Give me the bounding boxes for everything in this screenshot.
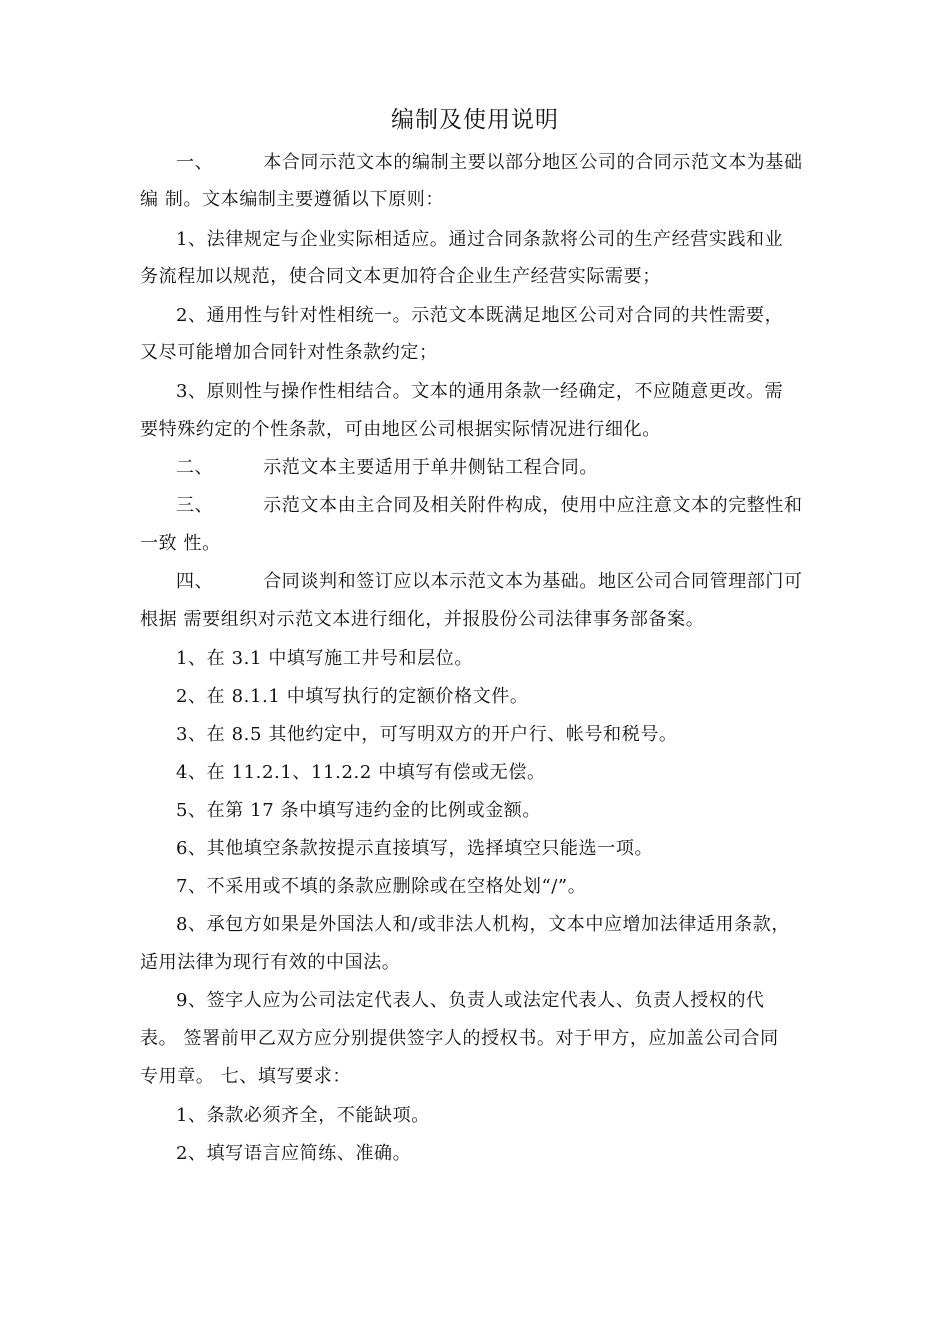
paragraph-line: 要特殊约定的个性条款，可由地区公司根据实际情况进行细化。 [140, 419, 661, 440]
list-item: 9、签字人应为公司法定代表人、负责人或法定代表人、负责人授权的代 [176, 990, 765, 1011]
list-item: 3、在 8.5 其他约定中，可写明双方的开户行、帐号和税号。 [176, 724, 678, 745]
paragraph-line: 2、通用性与针对性相统一。示范文本既满足地区公司对合同的共性需要， [176, 305, 784, 326]
list-item: 4、在 11.2.1、11.2.2 中填写有偿或无偿。 [176, 762, 546, 783]
section-number: 三、 [176, 495, 214, 516]
page-title: 编制及使用说明 [391, 107, 559, 133]
paragraph-line: 3、原则性与操作性相结合。文本的通用条款一经确定，不应随意更改。需 [176, 381, 784, 402]
paragraph-line: 编 制。文本编制主要遵循以下原则： [140, 189, 444, 210]
section-number: 四、 [176, 571, 214, 592]
paragraph-line [176, 571, 803, 593]
list-item: 5、在第 17 条中填写违约金的比例或金额。 [176, 800, 541, 821]
list-item: 7、不采用或不填的条款应删除或在空格处划“/”。 [176, 876, 587, 897]
list-item: 1、条款必须齐全，不能缺项。 [176, 1105, 430, 1126]
line-text: 示范文本主要适用于单井侧钻工程合同。 [263, 457, 599, 478]
paragraph-line: 务流程加以规范，使合同文本更加符合企业生产经营实际需要； [140, 266, 661, 287]
paragraph-line: 适用法律为现行有效的中国法。 [140, 952, 401, 973]
list-item: 2、在 8.1.1 中填写执行的定额价格文件。 [176, 686, 529, 707]
list-item: 6、其他填空条款按提示直接填写，选择填空只能选一项。 [176, 838, 654, 859]
section-number: 二、 [176, 457, 214, 478]
paragraph-line: 一致 性。 [140, 533, 221, 554]
list-item: 1、在 3.1 中填写施工井号和层位。 [176, 648, 473, 669]
paragraph-line: 1、法律规定与企业实际相适应。通过合同条款将公司的生产经营实践和业 [176, 229, 784, 250]
line-text: 示范文本由主合同及相关附件构成，使用中应注意文本的完整性和 [263, 495, 803, 516]
paragraph-line: 又尽可能增加合同针对性条款约定； [140, 342, 438, 363]
line-text: 合同谈判和签订应以本示范文本为基础。地区公司合同管理部门可 [263, 571, 803, 592]
section-number: 一、 [176, 152, 214, 173]
paragraph-line [176, 457, 598, 479]
list-item: 8、承包方如果是外国法人和/或非法人机构，文本中应增加法律适用条款， [176, 914, 790, 935]
paragraph-line [176, 495, 803, 517]
paragraph-line: 表。 签署前甲乙双方应分别提供签字人的授权书。对于甲方，应加盖公司合同 [140, 1028, 779, 1049]
paragraph-line: 根据 需要组织对示范文本进行细化，并报股份公司法律事务部备案。 [140, 609, 705, 630]
list-item: 2、填写语言应简练、准确。 [176, 1143, 412, 1164]
line-text: 本合同示范文本的编制主要以部分地区公司的合同示范文本为基础 [263, 152, 803, 173]
paragraph-line: 专用章。 七、填写要求： [140, 1066, 351, 1087]
paragraph-line [176, 152, 803, 174]
